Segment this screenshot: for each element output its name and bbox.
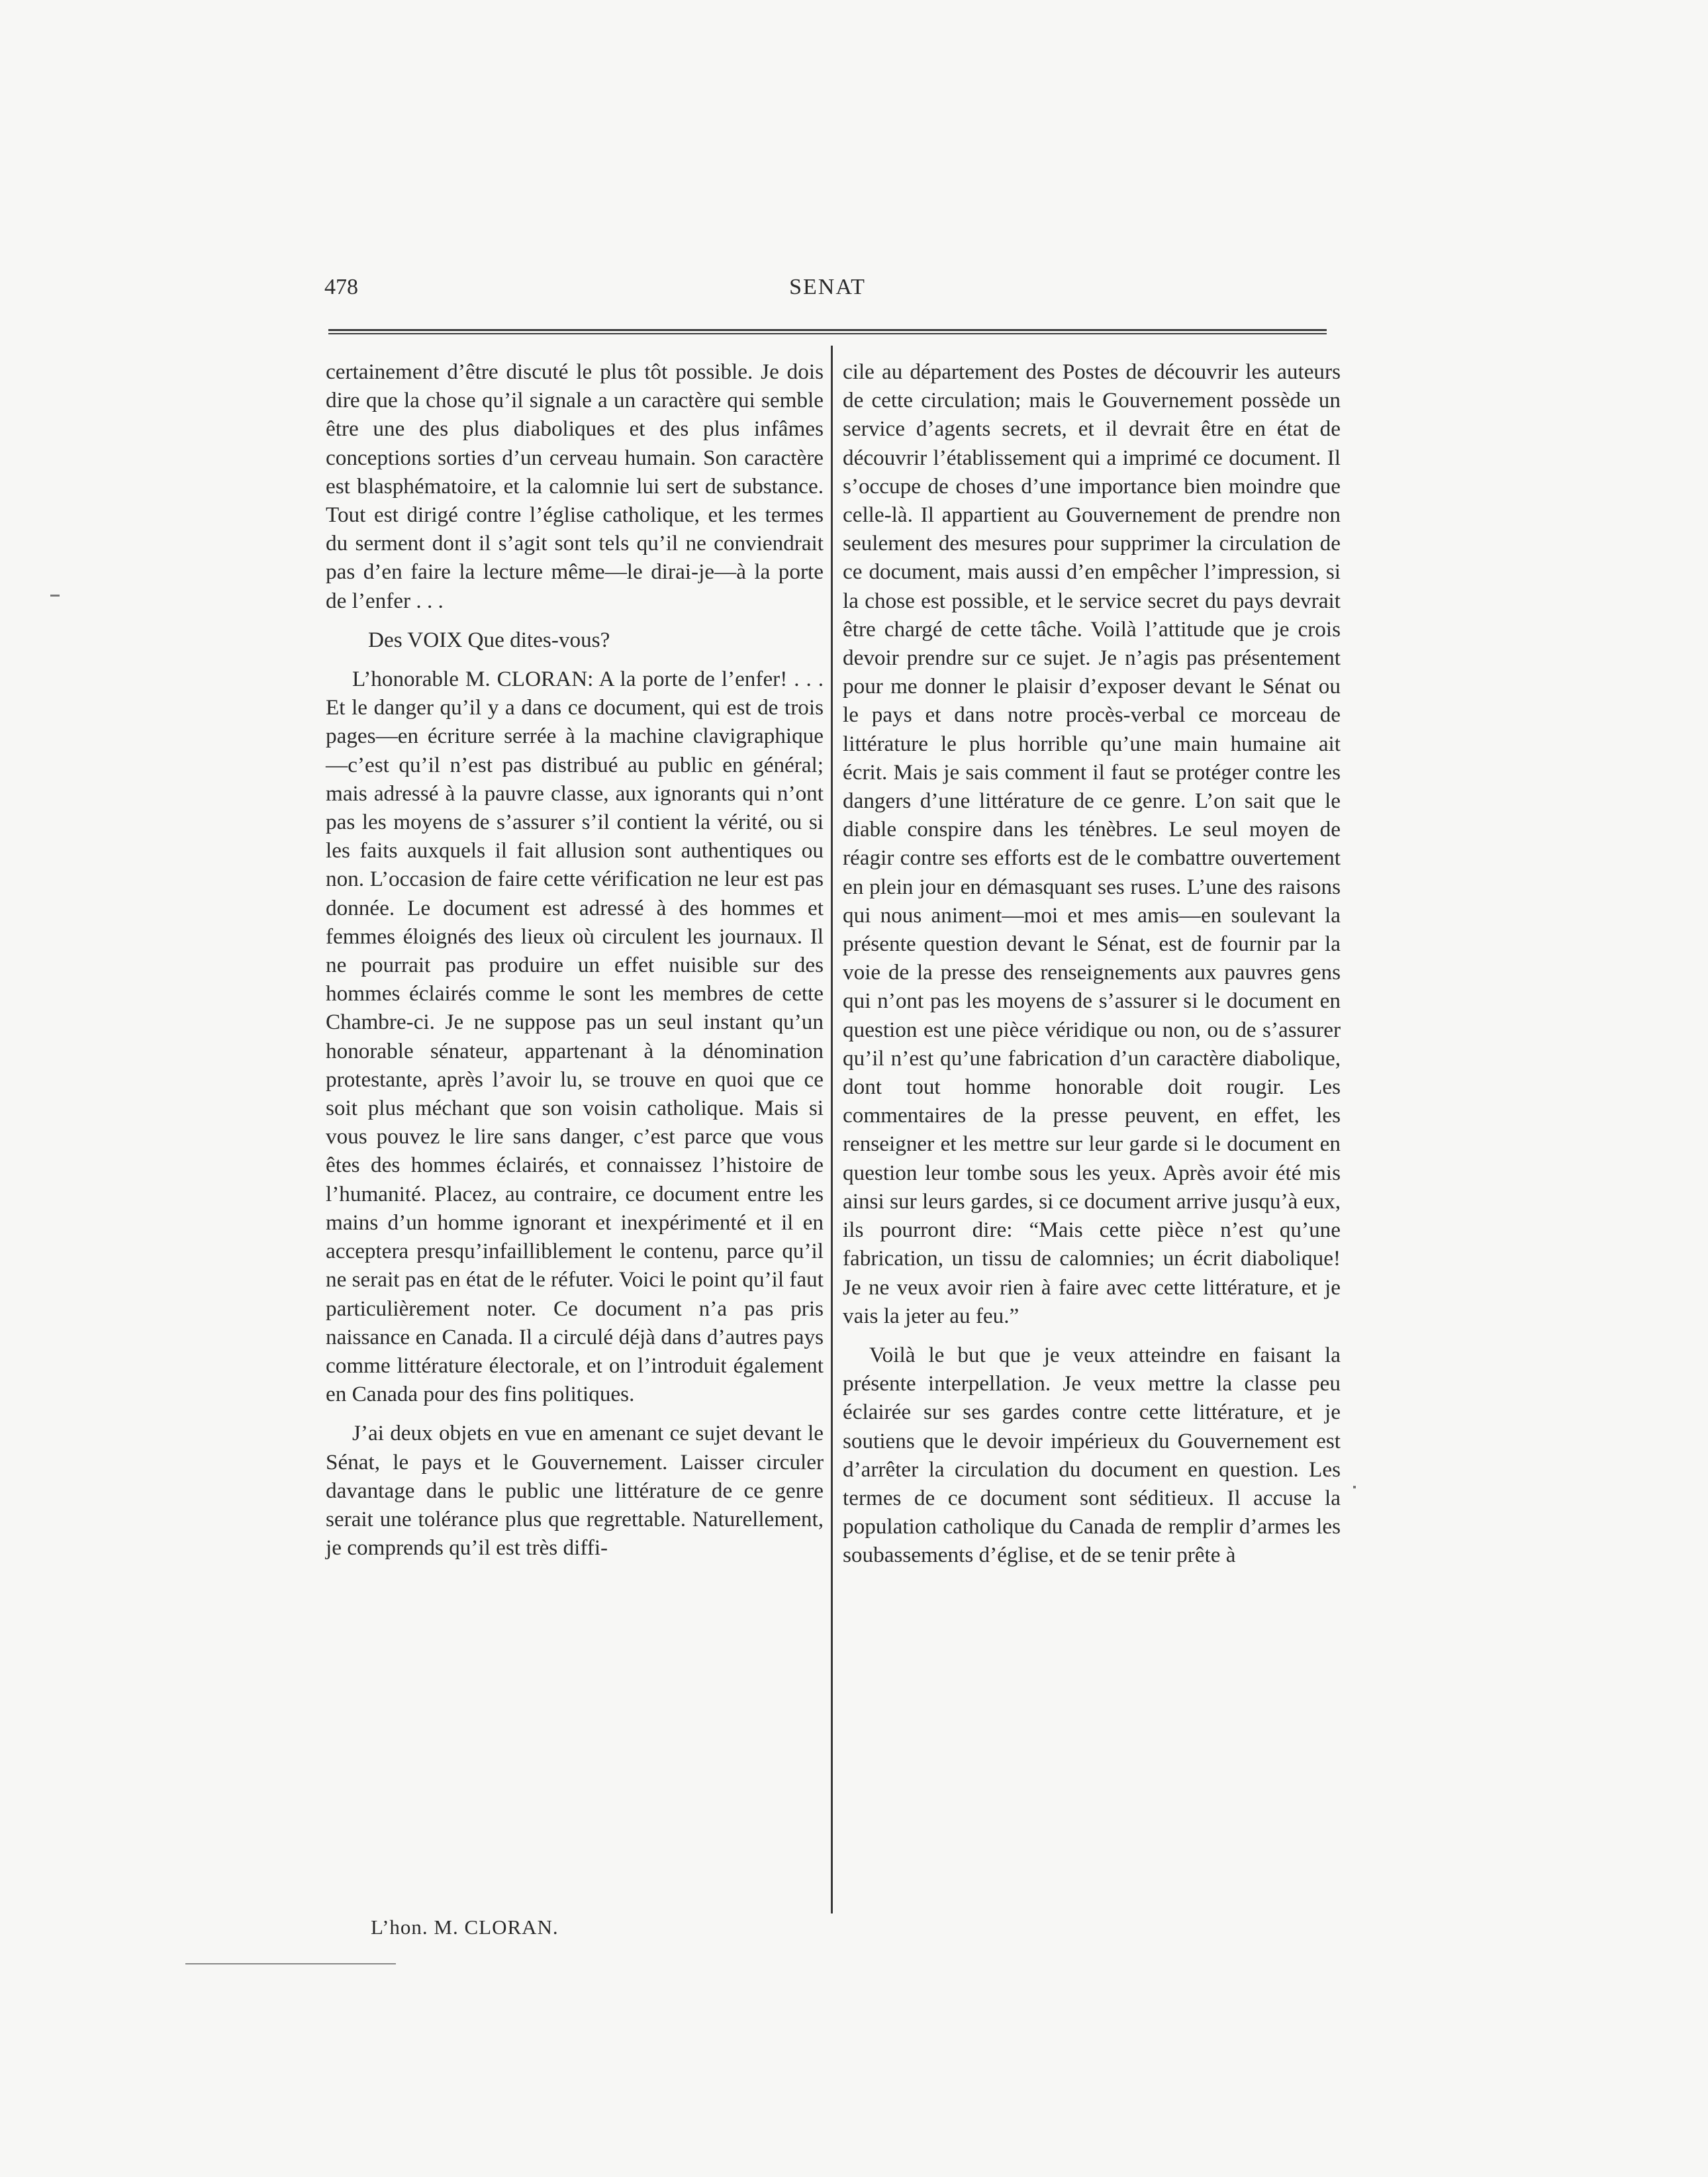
right-column [843, 358, 1341, 1570]
right-paragraph-2: Voilà le but que je veux atteindre en faisant la présente interpellation. Je veux mettre la classe peu éclairée sur ses gardes contre cette littérature, et je soutiens que le devoir impérieux du Gouvernement est d’arrêter la circulation du document en question. Les termes de ce document sont séditieux. Il accuse la population catholique du Canada de remplir d’armes les soubassements d’église, et de se tenir prête à [843, 1342, 1341, 1568]
footer-rule [185, 1963, 396, 1964]
column-divider [831, 346, 833, 1913]
left-paragraph-1: certainement d’être discuté le plus tôt possible. Je dois dire que la chose qu’il signale a un caractère qui semble être une des plus diaboliques et des plus infâmes conceptions sorties d’un cerveau humain. Son caractère est blasphématoire, et la calomnie lui sert de substance. Tout est dirigé contre l’église catholique, et les termes du serment dont il s’agit sont tels qu’il ne conviendrait pas d’en faire la lecture même—le dirai-je—à la porte de l’enfer . . . [326, 360, 824, 613]
left-paragraph-objects: J’ai deux objets en vue en amenant ce sujet devant le Sénat, le pays et le Gouvernement. Laisser circuler davantage dans le public une littérature de ce genre serait une tolérance plus que regrettable. Naturellement, je comprends qu’il est très diffi- [326, 1421, 824, 1561]
margin-mark [50, 595, 60, 597]
header-double-rule [328, 329, 1327, 334]
running-head: SENAT [789, 275, 866, 299]
left-paragraph-voices: Des VOIX Que dites-vous? [368, 627, 610, 652]
left-column [326, 358, 824, 1562]
page-number: 478 [324, 275, 358, 299]
right-paragraph-1: cile au département des Postes de découvrir les auteurs de cette circulation; mais le Gouvernement possède un service d’agents secrets, et il devrait être en état de découvrir l’établissement qui a imprimé ce document. Il s’occupe de choses d’une importance bien moindre que celle-là. Il appartient au Gouvernement de prendre non seulement des mesures pour supprimer la circulation de ce document, mais aussi d’en empêcher l’impression, si la chose est possible, et le service secret du pays devrait être chargé de cette tâche. Voilà l’attitude que je crois devoir prendre sur ce sujet. Je n’agis pas présentement pour me donner le plaisir d’exposer devant le Sénat ou le pays et dans notre procès-verbal ce morceau de littérature le plus horrible qu’une main humaine ait écrit. Mais je sais comment il faut se protéger contre les dangers d’une littérature de ce genre. L’on sait que le diable conspire dans les ténèbres. Le seul moyen de réagir contre ses efforts est de le combattre ouvertement en plein jour en démasquant ses ruses. L’une des raisons qui nous animent—moi et mes amis—en soulevant la présente question devant le Sénat, est de fournir par la voie de la presse des renseignements aux pauvres gens qui n’ont pas les moyens de s’assurer si le document en question est une pièce véridique ou non, ou de s’assurer qu’il n’est qu’une fabrication d’un caractère diabolique, dont tout homme honorable doit rougir. Les commentaires de la presse peuvent, en effet, les renseigner et les mettre sur leur garde si le document en question leur tombe sous les yeux. Après avoir été mis ainsi sur leurs gardes, si ce document arrive jusqu’à eux, ils pourront dire: “Mais cette pièce n’est qu’une fabrication, un tissu de calomnies; un écrit diabolique! Je ne veux avoir rien à faire avec cette littérature, et je vais la jeter au feu.” [843, 360, 1341, 1328]
left-paragraph-cloran: L’honorable M. CLORAN: A la porte de l’enfer! . . . Et le danger qu’il y a dans ce document, qui est de trois pages—en écriture serrée à la machine clavigraphique —c’est qu’il n’est pas distribué au public en général; mais adressé à la pauvre classe, aux ignorants qui n’ont pas les moyens de s’assurer s’il contient la vérité, ou si les faits auxquels il fait allusion sont authentiques ou non. L’occasion de faire cette vérification ne leur est pas donnée. Le document est adressé à des hommes et femmes éloignés des lieux où circulent les journaux. Il ne pourrait pas produire un effet nuisible sur des hommes éclairés comme le sont les membres de cette Chambre-ci. Je ne suppose pas un seul instant qu’un honorable sénateur, appartenant à la dénomination protestante, après l’avoir lu, se trouve en quoi que ce soit plus méchant que son voisin catholique. Mais si vous pouvez le lire sans danger, c’est parce que vous êtes des hommes éclairés, et connaissez l’histoire de l’humanité. Placez, au contraire, ce document entre les mains d’un homme ignorant et inexpérimenté et il en acceptera presqu’infailliblement le contenu, parce qu’il ne serait pas en état de le réfuter. Voici le point qu’il faut particulièrement noter. Ce document n’a pas pris naissance en Canada. Il a circulé déjà dans d’autres pays comme littérature électorale, et on l’introduit également en Canada pour des fins politiques. [326, 667, 824, 1407]
page-header [324, 275, 1331, 308]
footer-speaker-line: L’hon. M. CLORAN. [371, 1915, 559, 1939]
margin-mark [1353, 1486, 1356, 1488]
